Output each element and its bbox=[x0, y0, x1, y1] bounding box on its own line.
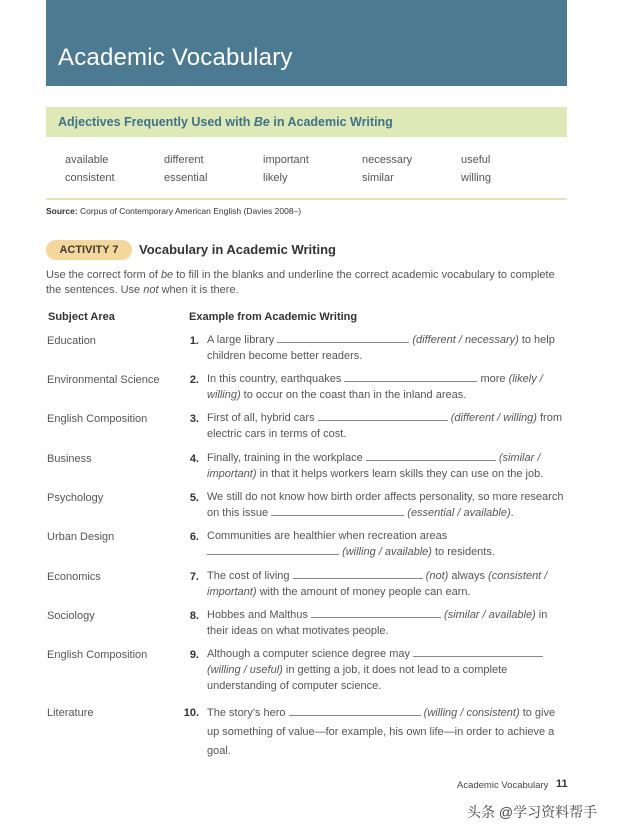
example-sentence: Communities are healthier when recreation areas (willing / available) to residents. bbox=[207, 530, 495, 558]
subject-cell: English Composition bbox=[47, 413, 148, 425]
subject-cell: English Composition bbox=[47, 649, 148, 661]
source-note: Source: Corpus of Contemporary American English (Davies 2008–) bbox=[46, 206, 302, 216]
subject-cell: Education bbox=[47, 335, 96, 347]
example-sentence: The story's hero (willing / consistent) to give up something of value—for example, his own life—in order to achieve a goal. bbox=[207, 707, 556, 757]
word-item: consistent bbox=[65, 172, 115, 184]
subject-column-header: Subject Area bbox=[48, 311, 115, 323]
example-sentence: We still do not know how birth order affects personality, so more research on this issue (essential / available). bbox=[207, 491, 564, 519]
item-number: 3. bbox=[189, 413, 199, 425]
word-item: likely bbox=[263, 172, 288, 184]
word-item: necessary bbox=[362, 154, 413, 166]
running-footer: Academic Vocabulary bbox=[457, 780, 549, 791]
item-number: 5. bbox=[189, 492, 199, 504]
activity-instructions: Use the correct form of be to fill in the blanks and underline the correct academic vocabulary to complete the sentences. Use not when it is there. bbox=[46, 269, 555, 296]
subject-cell: Environmental Science bbox=[47, 374, 160, 386]
item-number: 7. bbox=[189, 571, 199, 583]
item-number: 9. bbox=[189, 649, 199, 661]
item-number: 6. bbox=[189, 531, 199, 543]
answer-blank[interactable] bbox=[293, 569, 423, 579]
answer-blank[interactable] bbox=[289, 706, 421, 716]
example-sentence: A large library (different / necessary) to help children become better readers. bbox=[207, 334, 555, 362]
example-sentence: Hobbes and Malthus (similar / available) in their ideas on what motivates people. bbox=[207, 609, 548, 637]
activity-badge: ACTIVITY 7 bbox=[46, 240, 132, 260]
example-sentence: Although a computer science degree may (willing / useful) in getting a job, it does not lead to a complete understanding of computer science. bbox=[207, 646, 569, 694]
item-number: 4. bbox=[189, 453, 199, 465]
example-sentence: First of all, hybrid cars (different / willing) from electric cars in terms of cost. bbox=[207, 412, 562, 440]
item-number: 8. bbox=[189, 610, 199, 622]
word-item: similar bbox=[362, 172, 394, 184]
answer-blank[interactable] bbox=[277, 333, 409, 343]
word-item: available bbox=[65, 154, 109, 166]
subject-cell: Business bbox=[47, 453, 92, 465]
example-column-header: Example from Academic Writing bbox=[189, 311, 358, 323]
watermark: 头条 @学习资料帮手 bbox=[467, 804, 598, 820]
vocab-box-title: Adjectives Frequently Used with Be in Academic Writing bbox=[58, 115, 393, 129]
item-number: 10. bbox=[183, 707, 199, 719]
activity-title: Vocabulary in Academic Writing bbox=[139, 242, 336, 257]
answer-blank[interactable] bbox=[271, 506, 404, 516]
answer-blank[interactable] bbox=[318, 411, 448, 421]
answer-blank[interactable] bbox=[413, 647, 543, 657]
item-number: 2. bbox=[189, 374, 199, 386]
answer-blank[interactable] bbox=[366, 451, 496, 461]
subject-cell: Literature bbox=[47, 707, 94, 719]
box-divider bbox=[46, 198, 567, 200]
answer-blank[interactable] bbox=[344, 372, 477, 382]
subject-cell: Psychology bbox=[47, 492, 104, 504]
word-item: different bbox=[164, 154, 204, 166]
example-sentence: Finally, training in the workplace (similar / important) in that it helps workers learn skills they can use on the job. bbox=[207, 452, 544, 480]
page-number: 11 bbox=[556, 778, 568, 790]
subject-cell: Urban Design bbox=[47, 531, 115, 543]
word-item: important bbox=[263, 154, 309, 166]
example-sentence: The cost of living (not) always (consistent / important) with the amount of money people can earn. bbox=[207, 570, 548, 598]
word-item: willing bbox=[461, 172, 491, 184]
subject-cell: Economics bbox=[47, 571, 101, 583]
answer-blank[interactable] bbox=[311, 608, 441, 618]
word-item: useful bbox=[461, 154, 491, 166]
adjective-word-grid bbox=[46, 150, 567, 196]
answer-blank[interactable] bbox=[207, 545, 339, 555]
example-sentence: In this country, earthquakes more (likely / willing) to occur on the coast than in the inland areas. bbox=[207, 373, 543, 401]
word-item: essential bbox=[164, 172, 208, 184]
item-number: 1. bbox=[189, 335, 199, 347]
chapter-banner bbox=[46, 0, 567, 86]
vocab-box-header bbox=[46, 107, 567, 137]
chapter-title: Academic Vocabulary bbox=[58, 44, 293, 71]
subject-cell: Sociology bbox=[47, 610, 95, 622]
